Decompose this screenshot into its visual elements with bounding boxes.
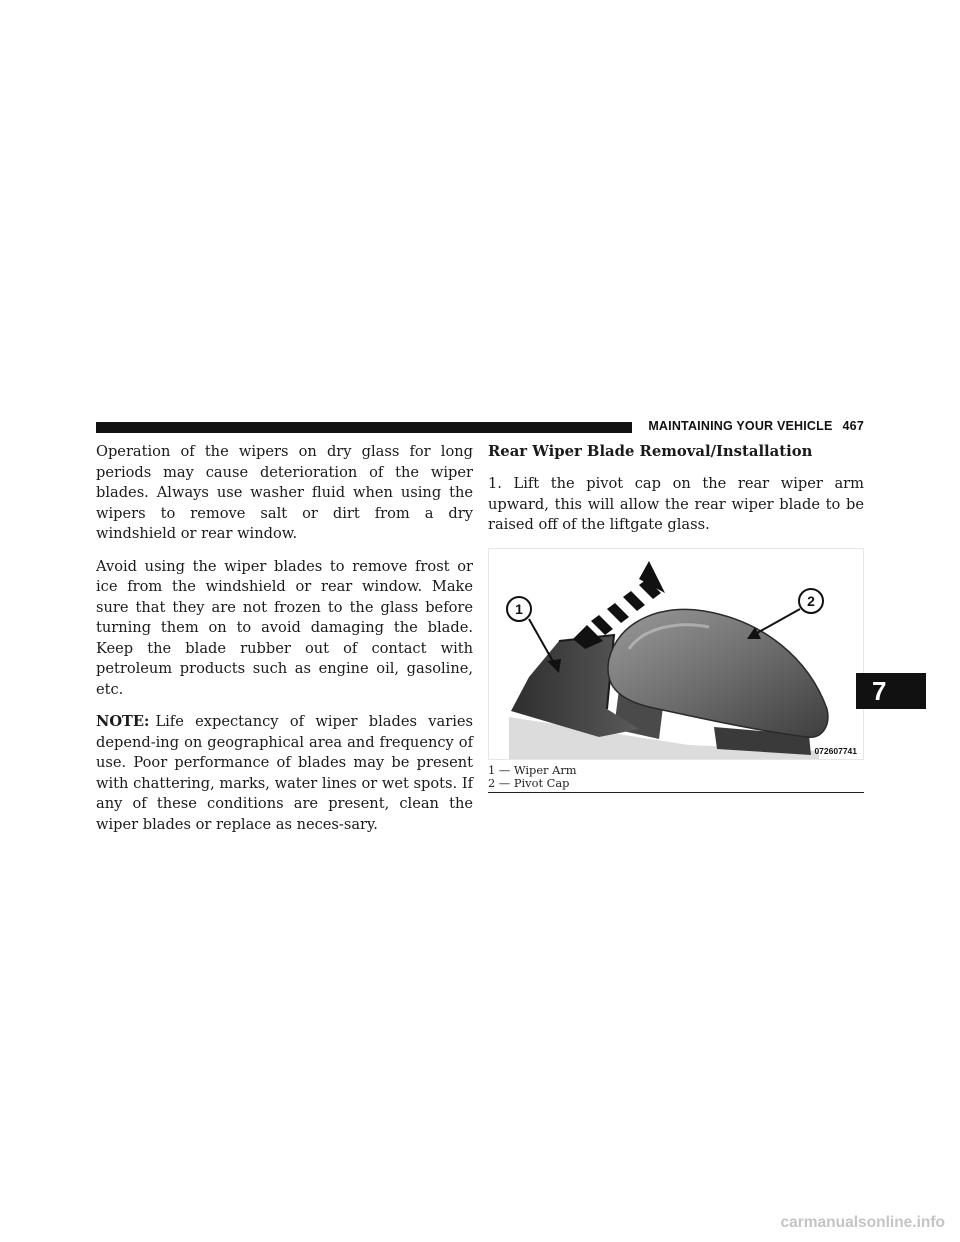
- caption-line-pivot-cap: 2 — Pivot Cap: [488, 776, 570, 790]
- note-text: Life expectancy of wiper blades varies depend-ing on geographical area and frequency of use. Poor performance of blades may be present with chattering, marks, water lines or wet spots. If any of these conditions are present, clean the wiper blades or replace as neces-sary.: [96, 713, 473, 833]
- caption-line-wiper-arm: 1 — Wiper Arm: [488, 762, 577, 777]
- page-number: 467: [842, 419, 864, 433]
- paragraph-dry-glass: Operation of the wipers on dry glass for long periods may cause deterioration of the wiper blades. Always use washer fluid when using the wipers to remove salt or dirt from a dry windshield or rear window.: [96, 443, 473, 542]
- section-heading: Rear Wiper Blade Removal/Installation: [488, 443, 813, 460]
- left-column: [96, 442, 473, 847]
- note-paragraph: [96, 712, 473, 835]
- callout-leader-1: [529, 619, 555, 665]
- callout-number-2: 2: [807, 592, 815, 609]
- callout-leader-2: [757, 609, 800, 633]
- figure-code: 072607741: [814, 745, 857, 756]
- section-title: MAINTAINING YOUR VEHICLE: [648, 419, 833, 433]
- note-label: NOTE:: [96, 713, 150, 730]
- chapter-tab: 7: [856, 673, 926, 709]
- figure-caption: [488, 764, 864, 793]
- running-header: [648, 419, 864, 437]
- step-1-text: 1. Lift the pivot cap on the rear wiper arm upward, this will allow the rear wiper blade to be raised off of the liftgate glass.: [488, 475, 864, 533]
- wiper-drawing: [489, 549, 863, 759]
- wiper-illustration: [488, 548, 864, 760]
- right-column: [488, 442, 864, 793]
- watermark: carmanualsonline.info: [780, 1214, 945, 1231]
- header-rule: [96, 422, 632, 433]
- paragraph-frost-ice: Avoid using the wiper blades to remove frost or ice from the windshield or rear window. Make sure that they are not frozen to the glass before turning them on to avoid damaging the blade. Keep the blade rubber out of contact with petroleum products such as engine oil, gasoline, etc.: [96, 557, 473, 698]
- callout-number-1: 1: [515, 600, 523, 617]
